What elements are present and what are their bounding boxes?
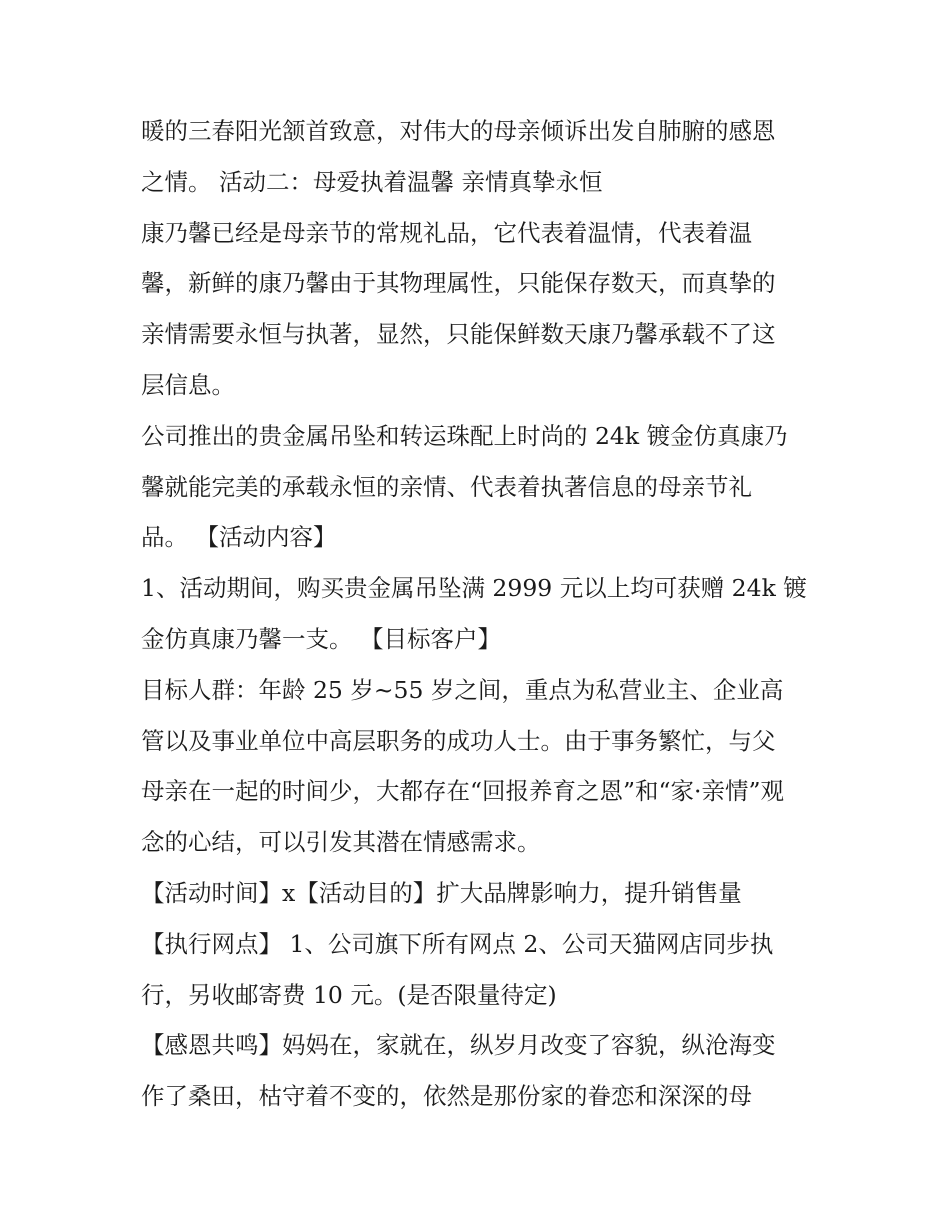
text-line-9: 品。 【活动内容】 [141,523,337,552]
text-line-5: 亲情需要永恒与执著，显然，只能保鲜数天康乃馨承载不了这 [141,320,776,349]
text-line-20: 作了桑田，枯守着不变的，依然是那份家的眷恋和深深的母 [141,1082,752,1111]
body-text [141,106,811,1122]
text-line-10: 1、活动期间，购买贵金属吊坠满 2999 元以上均可获赠 24k 镀 [141,574,807,603]
text-line-1: 暖的三春阳光颔首致意，对伟大的母亲倾诉出发自肺腑的感恩 [141,117,776,145]
text-line-17: 【执行网点】 1、公司旗下所有网点 2、公司天猫网店同步执 [141,929,774,958]
text-line-13: 管以及事业单位中高层职务的成功人士。由于事务繁忙，与父 [141,726,776,755]
text-line-16: 【活动时间】x【活动目的】扩大品牌影响力，提升销售量 [141,878,742,907]
text-line-4: 馨，新鲜的康乃馨由于其物理属性，只能保存数天，而真挚的 [141,269,776,298]
text-line-11: 金仿真康乃馨一支。 【目标客户】 [141,624,501,653]
text-line-3: 康乃馨已经是母亲节的常规礼品，它代表着温情，代表着温 [141,218,752,247]
text-line-12: 目标人群：年龄 25 岁~55 岁之间，重点为私营业主、企业高 [141,675,784,704]
text-line-15: 念的心结，可以引发其潜在情感需求。 [141,828,541,857]
text-line-14: 母亲在一起的时间少，大都存在“回报养育之恩”和“家·亲情”观 [141,777,785,806]
text-line-2: 之情。 活动二：母爱执着温馨 亲情真挚永恒 [141,167,603,196]
text-line-6: 层信息。 [141,370,235,399]
text-line-18: 行，另收邮寄费 10 元。(是否限量待定) [141,980,557,1009]
text-line-8: 馨就能完美的承载永恒的亲情、代表着执著信息的母亲节礼 [141,472,752,501]
text-line-7: 公司推出的贵金属吊坠和转运珠配上时尚的 24k 镀金仿真康乃 [141,421,788,450]
text-line-19: 【感恩共鸣】妈妈在，家就在，纵岁月改变了容貌，纵沧海变 [141,1031,776,1060]
